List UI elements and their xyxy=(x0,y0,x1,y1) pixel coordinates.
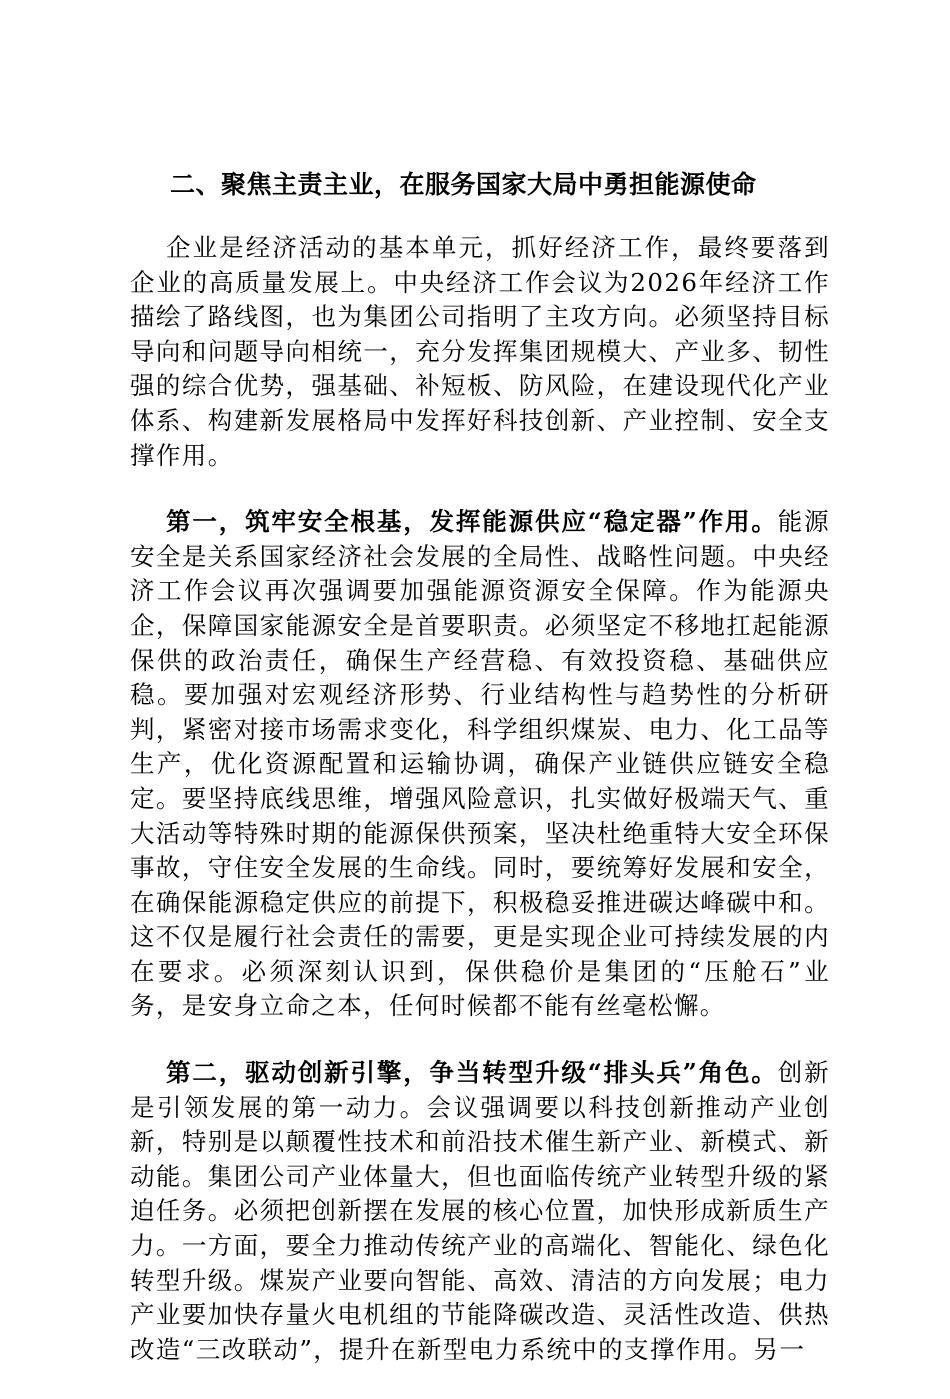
section-heading: 二、聚焦主责主业，在服务国家大局中勇担能源使命 xyxy=(170,170,757,199)
point-one-body: 能源安全是关系国家经济社会发展的全局性、战略性问题。中央经济工作会议再次强调要加强能源资源安全保障。作为能源央企，保障国家能源安全是首要职责。必须坚定不移地扛起能源保供的政治责任，确保生产经营稳、有效投资稳、基础供应稳。要加强对宏观经济形势、行业结构性与趋势性的分析研判，紧密对接市场需求变化，科学组织煤炭、电力、化工品等生产，优化资源配置和运输协调，确保产业链供应链安全稳定。要坚持底线思维，增强风险意识，扎实做好极端天气、重大活动等特殊时期的能源保供预案，坚决杜绝重特大安全环保事故，守住安全发展的生命线。同时，要统筹好发展和安全，在确保能源稳定供应的前提下，积极稳妥推进碳达峰碳中和。这不仅是履行社会责任的需要，更是实现企业可持续发展的内在要求。必须深刻认识到，保供稳价是集团的“压舱石”业务，是安身立命之本，任何时候都不能有丝毫松懈。 xyxy=(130,507,830,1021)
point-one-paragraph xyxy=(130,505,830,1024)
point-two-body: 创新是引领发展的第一动力。会议强调要以科技创新推动产业创新，特别是以颠覆性技术和前沿技术催生新产业、新模式、新动能。集团公司产业体量大，但也面临传统产业转型升级的紧迫任务。必须把创新摆在发展的核心位置，加快形成新质生产力。一方面，要全力推动传统产业的高端化、智能化、绿色化转型升级。煤炭产业要向智能、高效、清洁的方向发展；电力产业要加快存量火电机组的节能降碳改造、灵活性改造、供热改造“三改联动”，提升在新型电力系统中的支撑作用。另一 xyxy=(130,1058,830,1364)
point-one-lead: 第一，筑牢安全根基，发挥能源供应“稳定器”作用。 xyxy=(166,507,778,537)
point-two-paragraph xyxy=(130,1056,830,1367)
intro-paragraph: 企业是经济活动的基本单元，抓好经济工作，最终要落到企业的高质量发展上。中央经济工作会议为2026年经济工作描绘了路线图，也为集团公司指明了主攻方向。必须坚持目标导向和问题导向相统一，充分发挥集团规模大、产业多、韧性强的综合优势，强基础、补短板、防风险，在建设现代化产业体系、构建新发展格局中发挥好科技创新、产业控制、安全支撑作用。 xyxy=(130,233,830,470)
point-two-lead: 第二，驱动创新引擎，争当转型升级“排头兵”角色。 xyxy=(166,1058,778,1088)
document-page xyxy=(130,165,830,1399)
